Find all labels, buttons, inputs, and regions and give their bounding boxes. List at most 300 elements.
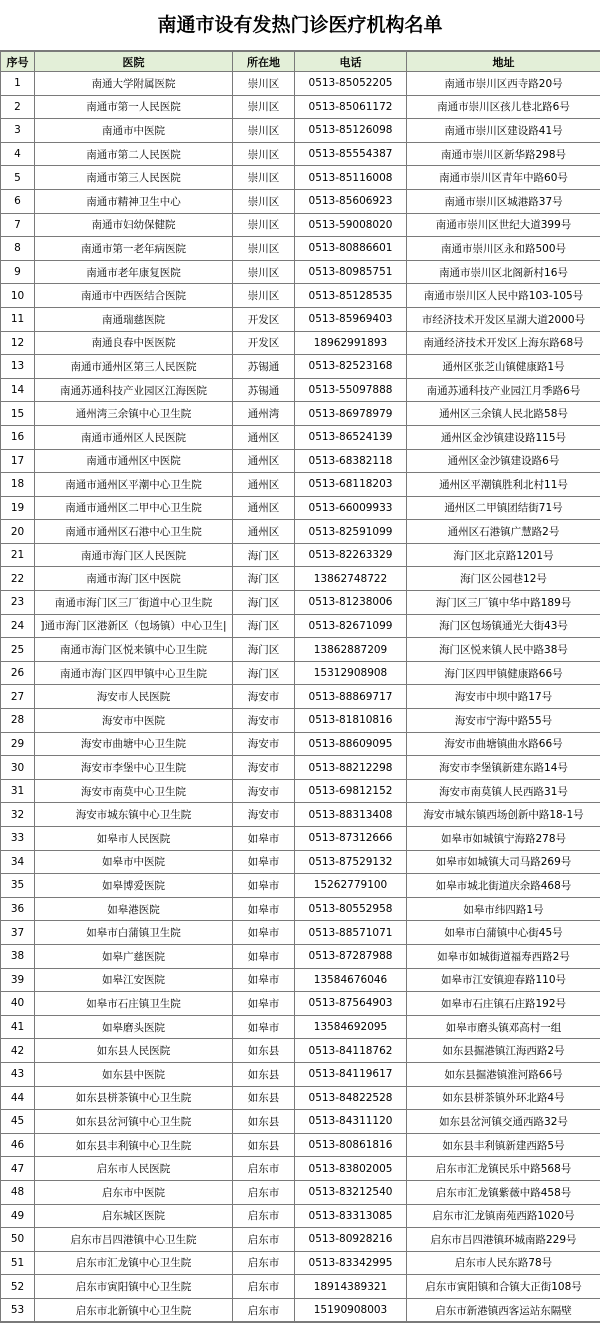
cell-index: 31	[1, 779, 35, 803]
cell-hospital: 南通市通州区二甲中心卫生院	[35, 496, 233, 520]
cell-address: 启东市汇龙镇南苑西路1020号	[407, 1204, 600, 1228]
cell-phone: 15262779100	[295, 874, 407, 898]
cell-hospital: 海安市李堡中心卫生院	[35, 756, 233, 780]
cell-address: 通州区金沙镇建设路115号	[407, 425, 600, 449]
table-row	[1, 992, 600, 1016]
cell-address: 启东市汇龙镇民乐中路568号	[407, 1157, 600, 1181]
cell-index: 48	[1, 1180, 35, 1204]
cell-district: 启东市	[233, 1251, 295, 1275]
cell-phone: 0513-69812152	[295, 779, 407, 803]
cell-phone: 0513-83802005	[295, 1157, 407, 1181]
cell-hospital: 南通市通州区石港中心卫生院	[35, 520, 233, 544]
table-row	[1, 827, 600, 851]
cell-district: 通州湾	[233, 402, 295, 426]
table-row	[1, 732, 600, 756]
table-row	[1, 473, 600, 497]
cell-phone: 0513-85128535	[295, 284, 407, 308]
table-row	[1, 897, 600, 921]
table-row	[1, 803, 600, 827]
cell-address: 南通市崇川区青年中路60号	[407, 166, 600, 190]
cell-phone: 0513-87287988	[295, 944, 407, 968]
cell-index: 35	[1, 874, 35, 898]
cell-hospital: 海安市人民医院	[35, 685, 233, 709]
cell-hospital: 如东县岔河镇中心卫生院	[35, 1110, 233, 1134]
cell-address: 南通市崇川区城港路37号	[407, 189, 600, 213]
cell-district: 崇川区	[233, 166, 295, 190]
cell-index: 43	[1, 1062, 35, 1086]
cell-index: 24	[1, 614, 35, 638]
cell-district: 如皋市	[233, 827, 295, 851]
cell-index: 20	[1, 520, 35, 544]
cell-index: 21	[1, 543, 35, 567]
cell-district: 如皋市	[233, 897, 295, 921]
cell-hospital: 如皋市中医院	[35, 850, 233, 874]
table-row	[1, 378, 600, 402]
cell-phone: 0513-85554387	[295, 142, 407, 166]
cell-phone: 0513-59008020	[295, 213, 407, 237]
cell-address: 海安市南莫镇人民西路31号	[407, 779, 600, 803]
cell-hospital: 南通市妇幼保健院	[35, 213, 233, 237]
cell-index: 3	[1, 119, 35, 143]
cell-phone: 0513-80552958	[295, 897, 407, 921]
cell-hospital: 如东县丰利镇中心卫生院	[35, 1133, 233, 1157]
table-row	[1, 307, 600, 331]
cell-hospital: 如皋市石庄镇卫生院	[35, 992, 233, 1016]
table-row	[1, 1251, 600, 1275]
cell-district: 海安市	[233, 732, 295, 756]
cell-district: 如皋市	[233, 1015, 295, 1039]
cell-index: 41	[1, 1015, 35, 1039]
cell-phone: 0513-88313408	[295, 803, 407, 827]
cell-phone: 13862887209	[295, 638, 407, 662]
cell-hospital: 南通市通州区第三人民医院	[35, 355, 233, 379]
cell-district: 如皋市	[233, 992, 295, 1016]
cell-address: 启东市吕四港镇环城南路229号	[407, 1228, 600, 1252]
table-row	[1, 1062, 600, 1086]
cell-district: 通州区	[233, 473, 295, 497]
cell-district: 启东市	[233, 1157, 295, 1181]
cell-district: 开发区	[233, 307, 295, 331]
cell-phone: 0513-84822528	[295, 1086, 407, 1110]
table-row	[1, 921, 600, 945]
cell-hospital: 如皋市白蒲镇卫生院	[35, 921, 233, 945]
cell-address: 南通苏通科技产业园江月季路6号	[407, 378, 600, 402]
cell-hospital: 如皋博爱医院	[35, 874, 233, 898]
cell-address: 如皋市城北街道庆余路468号	[407, 874, 600, 898]
cell-address: 通州区二甲镇团结街71号	[407, 496, 600, 520]
cell-address: 如皋市石庄镇石庄路192号	[407, 992, 600, 1016]
table-row	[1, 638, 600, 662]
cell-district: 启东市	[233, 1275, 295, 1299]
cell-phone: 0513-87312666	[295, 827, 407, 851]
cell-hospital: 南通市第二人民医院	[35, 142, 233, 166]
table-row	[1, 1133, 600, 1157]
header-district: 所在地	[233, 52, 295, 72]
table-row	[1, 142, 600, 166]
cell-index: 1	[1, 72, 35, 96]
cell-index: 36	[1, 897, 35, 921]
cell-index: 22	[1, 567, 35, 591]
cell-address: 如东县掘港镇淮河路66号	[407, 1062, 600, 1086]
cell-hospital: 南通市第一人民医院	[35, 95, 233, 119]
cell-phone: 0513-82591099	[295, 520, 407, 544]
cell-address: 如皋市如城街道福寿西路2号	[407, 944, 600, 968]
cell-hospital: 南通市中西医结合医院	[35, 284, 233, 308]
cell-address: 海门区三厂镇中华中路189号	[407, 591, 600, 615]
cell-hospital: 海安市曲塘中心卫生院	[35, 732, 233, 756]
cell-district: 如东县	[233, 1110, 295, 1134]
cell-hospital: 启东市吕四港镇中心卫生院	[35, 1228, 233, 1252]
cell-hospital: 如皋港医院	[35, 897, 233, 921]
cell-address: 南通市崇川区建设路41号	[407, 119, 600, 143]
cell-index: 49	[1, 1204, 35, 1228]
cell-phone: 0513-80928216	[295, 1228, 407, 1252]
cell-index: 19	[1, 496, 35, 520]
table-row	[1, 944, 600, 968]
cell-hospital: 如东县中医院	[35, 1062, 233, 1086]
cell-index: 47	[1, 1157, 35, 1181]
cell-district: 崇川区	[233, 260, 295, 284]
cell-address: 海门区四甲镇健康路66号	[407, 661, 600, 685]
table-row	[1, 1275, 600, 1299]
cell-hospital: 海安市南莫中心卫生院	[35, 779, 233, 803]
cell-address: 如东县掘港镇江海西路2号	[407, 1039, 600, 1063]
cell-hospital: 启东市人民医院	[35, 1157, 233, 1181]
table-row	[1, 1298, 600, 1322]
cell-district: 如东县	[233, 1133, 295, 1157]
table-row	[1, 1086, 600, 1110]
cell-phone: 13862748722	[295, 567, 407, 591]
table-row	[1, 284, 600, 308]
cell-phone: 0513-87529132	[295, 850, 407, 874]
cell-address: 海安市中坝中路17号	[407, 685, 600, 709]
cell-index: 17	[1, 449, 35, 473]
cell-hospital: 如皋市人民医院	[35, 827, 233, 851]
cell-hospital: 南通市海门区悦来镇中心卫生院	[35, 638, 233, 662]
cell-hospital: 南通市通州区人民医院	[35, 425, 233, 449]
cell-district: 崇川区	[233, 95, 295, 119]
cell-hospital: ]通市海门区港新区（包场镇）中心卫生|	[35, 614, 233, 638]
table-row	[1, 425, 600, 449]
cell-district: 海安市	[233, 803, 295, 827]
cell-address: 通州区平潮镇胜利北村11号	[407, 473, 600, 497]
table-row	[1, 402, 600, 426]
cell-address: 海门区悦来镇人民中路38号	[407, 638, 600, 662]
cell-district: 海门区	[233, 567, 295, 591]
cell-phone: 0513-88571071	[295, 921, 407, 945]
cell-phone: 0513-86524139	[295, 425, 407, 449]
cell-index: 28	[1, 709, 35, 733]
cell-district: 崇川区	[233, 119, 295, 143]
cell-phone: 15312908908	[295, 661, 407, 685]
cell-district: 如皋市	[233, 944, 295, 968]
cell-phone: 0513-82671099	[295, 614, 407, 638]
cell-phone: 18914389321	[295, 1275, 407, 1299]
cell-hospital: 南通苏通科技产业园区江海医院	[35, 378, 233, 402]
cell-address: 南通市崇川区孩儿巷北路6号	[407, 95, 600, 119]
table-row	[1, 685, 600, 709]
cell-index: 11	[1, 307, 35, 331]
table-row	[1, 874, 600, 898]
cell-index: 51	[1, 1251, 35, 1275]
cell-district: 通州区	[233, 425, 295, 449]
cell-hospital: 南通市海门区中医院	[35, 567, 233, 591]
table-row	[1, 968, 600, 992]
cell-hospital: 南通市老年康复医院	[35, 260, 233, 284]
table-row	[1, 355, 600, 379]
cell-address: 海门区北京路1201号	[407, 543, 600, 567]
cell-district: 崇川区	[233, 72, 295, 96]
cell-phone: 0513-83212540	[295, 1180, 407, 1204]
cell-phone: 0513-81810816	[295, 709, 407, 733]
table-row	[1, 1228, 600, 1252]
cell-district: 海安市	[233, 756, 295, 780]
cell-district: 海安市	[233, 685, 295, 709]
cell-district: 启东市	[233, 1204, 295, 1228]
table-row	[1, 449, 600, 473]
cell-hospital: 启东城区医院	[35, 1204, 233, 1228]
cell-index: 5	[1, 166, 35, 190]
cell-index: 26	[1, 661, 35, 685]
cell-index: 12	[1, 331, 35, 355]
cell-phone: 13584692095	[295, 1015, 407, 1039]
cell-index: 10	[1, 284, 35, 308]
table-row	[1, 520, 600, 544]
cell-address: 如东县岔河镇交通西路32号	[407, 1110, 600, 1134]
cell-hospital: 南通市精神卫生中心	[35, 189, 233, 213]
cell-phone: 0513-83313085	[295, 1204, 407, 1228]
cell-district: 如皋市	[233, 874, 295, 898]
cell-hospital: 南通市海门区四甲镇中心卫生院	[35, 661, 233, 685]
cell-address: 如皋市江安镇迎春路110号	[407, 968, 600, 992]
cell-index: 46	[1, 1133, 35, 1157]
cell-hospital: 如东县栟茶镇中心卫生院	[35, 1086, 233, 1110]
table-row	[1, 213, 600, 237]
table-bottom-edge	[0, 1322, 600, 1335]
cell-phone: 0513-88212298	[295, 756, 407, 780]
cell-district: 海门区	[233, 591, 295, 615]
cell-index: 8	[1, 237, 35, 261]
table-row	[1, 1110, 600, 1134]
cell-hospital: 启东市汇龙镇中心卫生院	[35, 1251, 233, 1275]
cell-phone: 0513-88869717	[295, 685, 407, 709]
cell-district: 通州区	[233, 520, 295, 544]
cell-address: 通州区石港镇广慧路2号	[407, 520, 600, 544]
table-row	[1, 591, 600, 615]
cell-hospital: 海安市中医院	[35, 709, 233, 733]
cell-district: 如皋市	[233, 850, 295, 874]
cell-district: 崇川区	[233, 213, 295, 237]
cell-phone: 0513-88609095	[295, 732, 407, 756]
cell-district: 崇川区	[233, 142, 295, 166]
cell-district: 如东县	[233, 1062, 295, 1086]
cell-phone: 15190908003	[295, 1298, 407, 1322]
cell-district: 启东市	[233, 1228, 295, 1252]
cell-address: 通州区张芝山镇健康路1号	[407, 355, 600, 379]
cell-index: 23	[1, 591, 35, 615]
cell-address: 南通市崇川区新华路298号	[407, 142, 600, 166]
cell-district: 苏锡通	[233, 355, 295, 379]
table-row	[1, 119, 600, 143]
cell-hospital: 南通市海门区人民医院	[35, 543, 233, 567]
cell-index: 52	[1, 1275, 35, 1299]
cell-district: 海门区	[233, 661, 295, 685]
cell-phone: 0513-80861816	[295, 1133, 407, 1157]
cell-index: 39	[1, 968, 35, 992]
cell-district: 海门区	[233, 614, 295, 638]
cell-hospital: 南通良春中医医院	[35, 331, 233, 355]
cell-phone: 0513-85052205	[295, 72, 407, 96]
cell-phone: 0513-83342995	[295, 1251, 407, 1275]
cell-phone: 0513-82263329	[295, 543, 407, 567]
cell-hospital: 南通市第一老年病医院	[35, 237, 233, 261]
cell-district: 如皋市	[233, 968, 295, 992]
cell-index: 38	[1, 944, 35, 968]
table-body	[1, 72, 600, 1322]
cell-index: 16	[1, 425, 35, 449]
table-row	[1, 1015, 600, 1039]
cell-district: 崇川区	[233, 189, 295, 213]
cell-index: 13	[1, 355, 35, 379]
cell-district: 崇川区	[233, 284, 295, 308]
cell-address: 启东市寅阳镇和合镇大正街108号	[407, 1275, 600, 1299]
cell-hospital: 南通市中医院	[35, 119, 233, 143]
cell-phone: 0513-80985751	[295, 260, 407, 284]
cell-phone: 0513-85606923	[295, 189, 407, 213]
cell-district: 苏锡通	[233, 378, 295, 402]
cell-index: 37	[1, 921, 35, 945]
cell-hospital: 如东县人民医院	[35, 1039, 233, 1063]
cell-index: 15	[1, 402, 35, 426]
cell-address: 通州区三余镇人民北路58号	[407, 402, 600, 426]
cell-index: 53	[1, 1298, 35, 1322]
cell-hospital: 如皋广慈医院	[35, 944, 233, 968]
cell-address: 海安市李堡镇新建东路14号	[407, 756, 600, 780]
cell-index: 33	[1, 827, 35, 851]
cell-address: 南通市崇川区人民中路103-105号	[407, 284, 600, 308]
cell-index: 34	[1, 850, 35, 874]
cell-address: 通州区金沙镇建设路6号	[407, 449, 600, 473]
cell-hospital: 如皋江安医院	[35, 968, 233, 992]
cell-address: 南通经济技术开发区上海东路68号	[407, 331, 600, 355]
cell-district: 开发区	[233, 331, 295, 355]
cell-hospital: 启东市寅阳镇中心卫生院	[35, 1275, 233, 1299]
cell-district: 如皋市	[233, 921, 295, 945]
cell-district: 崇川区	[233, 237, 295, 261]
cell-index: 50	[1, 1228, 35, 1252]
cell-index: 42	[1, 1039, 35, 1063]
cell-district: 海门区	[233, 543, 295, 567]
cell-address: 如皋市白蒲镇中心街45号	[407, 921, 600, 945]
table-row	[1, 543, 600, 567]
cell-district: 如东县	[233, 1039, 295, 1063]
cell-hospital: 南通大学附属医院	[35, 72, 233, 96]
cell-index: 6	[1, 189, 35, 213]
cell-district: 如东县	[233, 1086, 295, 1110]
cell-index: 2	[1, 95, 35, 119]
cell-phone: 18962991893	[295, 331, 407, 355]
cell-hospital: 南通市通州区平潮中心卫生院	[35, 473, 233, 497]
cell-address: 启东市汇龙镇紫薇中路458号	[407, 1180, 600, 1204]
cell-index: 14	[1, 378, 35, 402]
cell-hospital: 通州湾三余镇中心卫生院	[35, 402, 233, 426]
cell-address: 如东县栟茶镇外环北路4号	[407, 1086, 600, 1110]
hospital-table	[0, 51, 600, 1322]
cell-phone: 0513-85116008	[295, 166, 407, 190]
cell-address: 启东市新港镇西客运站东隔壁	[407, 1298, 600, 1322]
table-row	[1, 189, 600, 213]
cell-phone: 0513-84118762	[295, 1039, 407, 1063]
cell-hospital: 南通市通州区中医院	[35, 449, 233, 473]
table-row	[1, 567, 600, 591]
cell-phone: 0513-85061172	[295, 95, 407, 119]
table-row	[1, 496, 600, 520]
table-row	[1, 166, 600, 190]
cell-index: 44	[1, 1086, 35, 1110]
cell-address: 启东市人民东路78号	[407, 1251, 600, 1275]
cell-phone: 0513-68382118	[295, 449, 407, 473]
cell-district: 启东市	[233, 1180, 295, 1204]
header-hospital: 医院	[35, 52, 233, 72]
table-row	[1, 72, 600, 96]
cell-address: 如东县丰利镇新建西路5号	[407, 1133, 600, 1157]
table-row	[1, 779, 600, 803]
cell-address: 南通市崇川区永和路500号	[407, 237, 600, 261]
cell-district: 海安市	[233, 779, 295, 803]
table-row	[1, 331, 600, 355]
table-row	[1, 1157, 600, 1181]
table-header-row	[1, 52, 600, 72]
cell-index: 32	[1, 803, 35, 827]
table-row	[1, 709, 600, 733]
cell-district: 启东市	[233, 1298, 295, 1322]
cell-address: 如皋市纬四路1号	[407, 897, 600, 921]
cell-address: 市经济技术开发区星湖大道2000号	[407, 307, 600, 331]
cell-address: 海门区包场镇通光大街43号	[407, 614, 600, 638]
table-row	[1, 614, 600, 638]
cell-phone: 0513-84311120	[295, 1110, 407, 1134]
cell-phone: 0513-55097888	[295, 378, 407, 402]
cell-index: 27	[1, 685, 35, 709]
table-row	[1, 260, 600, 284]
cell-phone: 0513-80886601	[295, 237, 407, 261]
cell-district: 海安市	[233, 709, 295, 733]
table-row	[1, 756, 600, 780]
header-index: 序号	[1, 52, 35, 72]
cell-index: 4	[1, 142, 35, 166]
cell-hospital: 海安市城东镇中心卫生院	[35, 803, 233, 827]
table-row	[1, 237, 600, 261]
cell-index: 18	[1, 473, 35, 497]
cell-address: 南通市崇川区北阁新村16号	[407, 260, 600, 284]
table-row	[1, 850, 600, 874]
cell-hospital: 南通瑞慈医院	[35, 307, 233, 331]
cell-address: 如皋市如城镇宁海路278号	[407, 827, 600, 851]
table-row	[1, 1204, 600, 1228]
header-address: 地址	[407, 52, 600, 72]
cell-hospital: 南通市海门区三厂街道中心卫生院	[35, 591, 233, 615]
cell-address: 如皋市磨头镇邓高村一组	[407, 1015, 600, 1039]
cell-phone: 0513-87564903	[295, 992, 407, 1016]
cell-hospital: 如皋磨头医院	[35, 1015, 233, 1039]
cell-index: 7	[1, 213, 35, 237]
cell-phone: 0513-66009933	[295, 496, 407, 520]
cell-index: 40	[1, 992, 35, 1016]
cell-index: 30	[1, 756, 35, 780]
table-row	[1, 661, 600, 685]
cell-phone: 0513-68118203	[295, 473, 407, 497]
header-phone: 电话	[295, 52, 407, 72]
